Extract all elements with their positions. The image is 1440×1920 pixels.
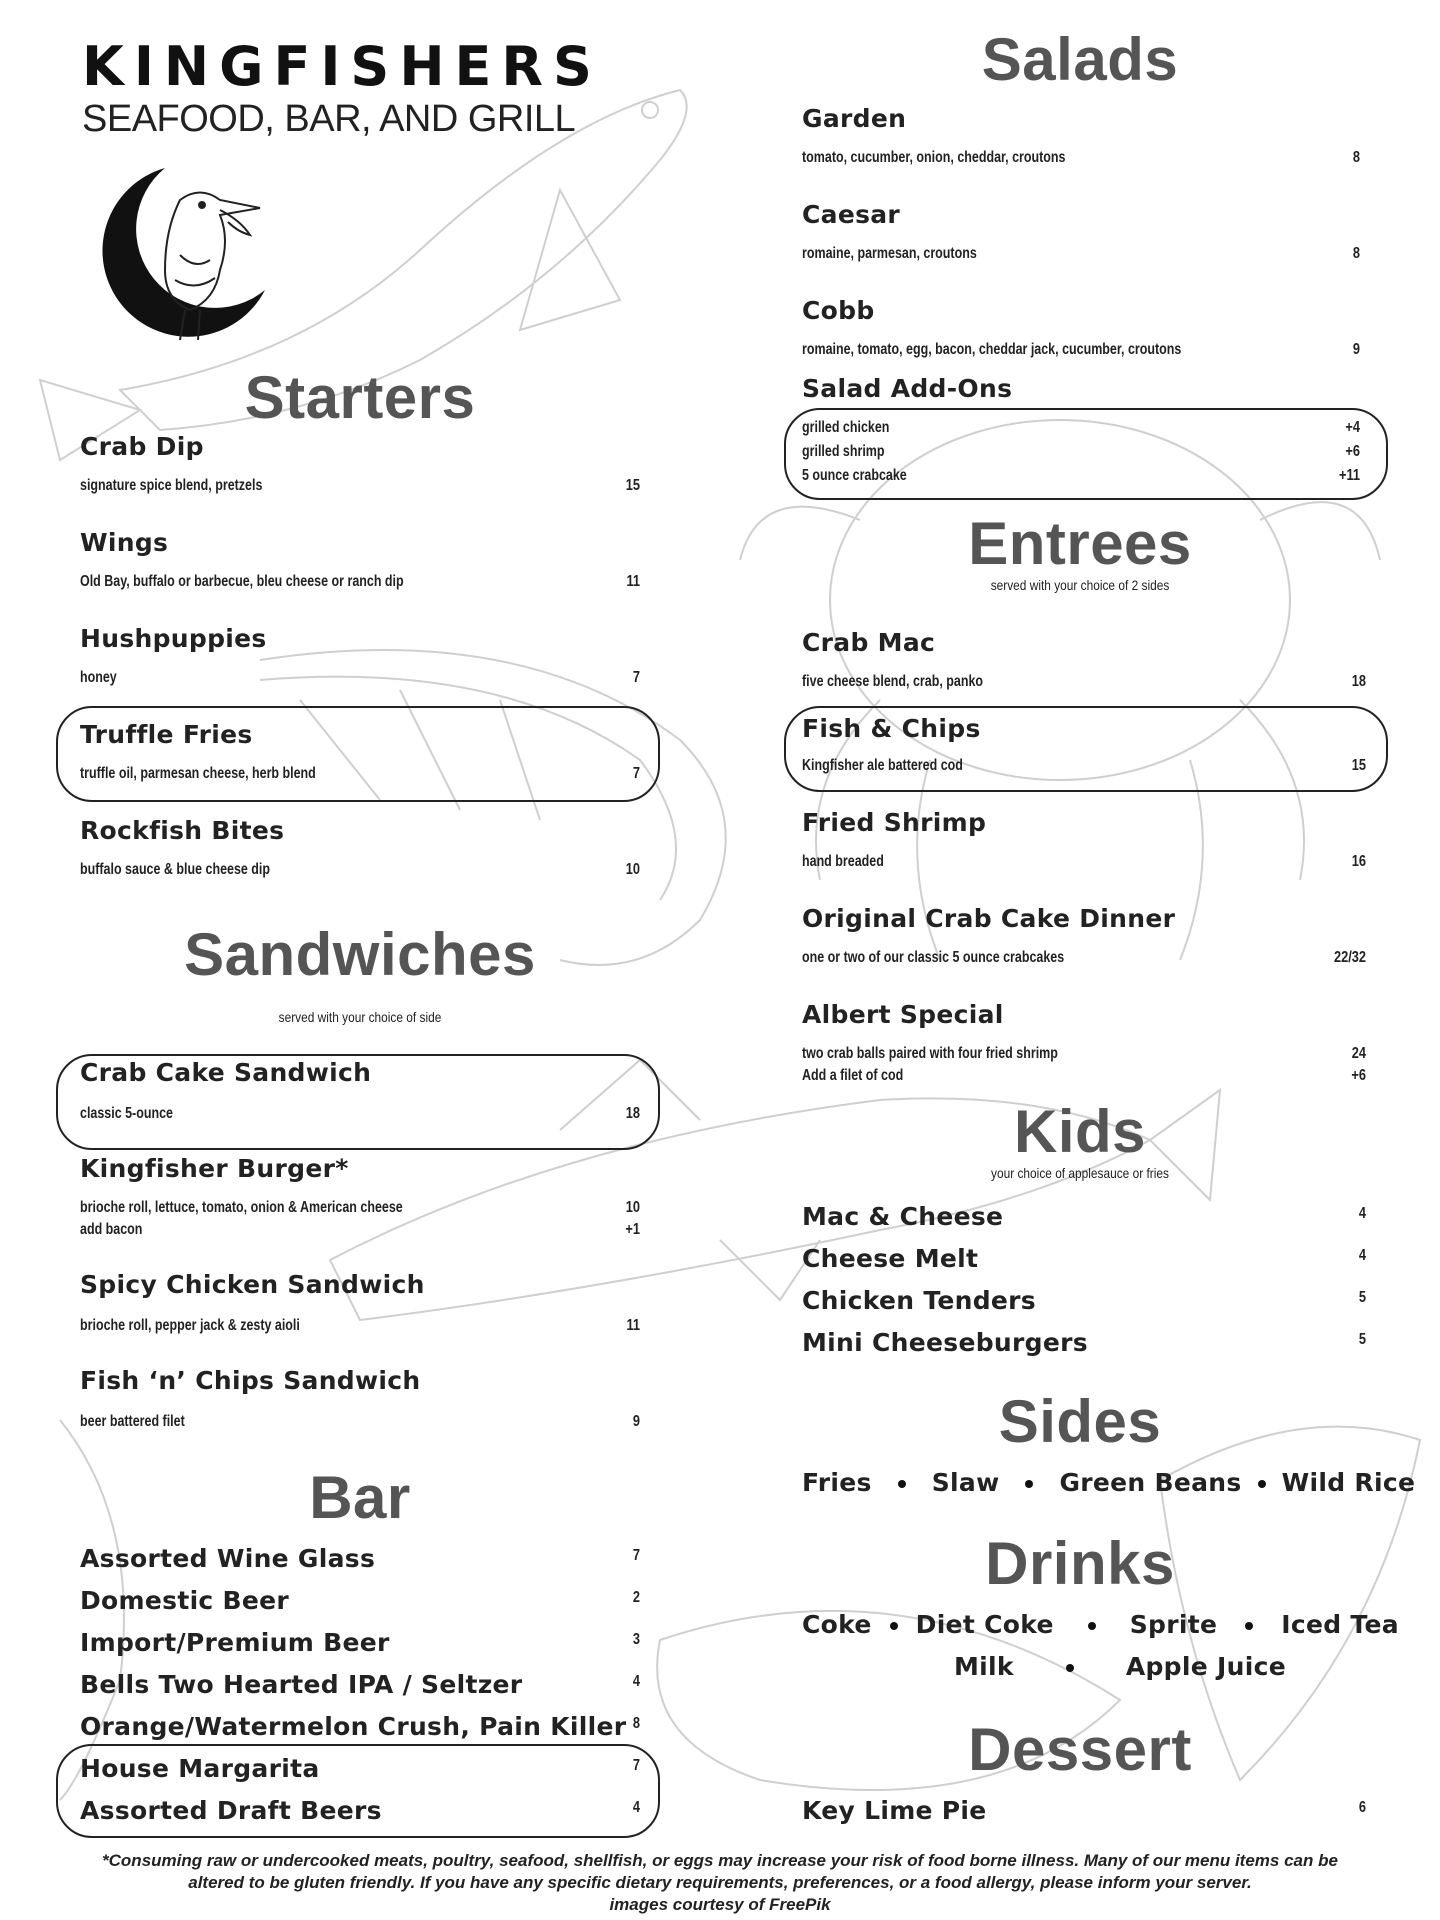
salad-item-name: Caesar (802, 200, 901, 229)
item-name: Spicy Chicken Sandwich (80, 1270, 425, 1299)
starters-title: Starters (244, 364, 476, 431)
sandwich-item (80, 1368, 420, 1393)
item-desc: buffalo sauce & blue cheese dip (80, 861, 271, 878)
item-name: Fish ‘n’ Chips Sandwich (80, 1366, 421, 1395)
footer-disclaimer-2: altered to be gluten friendly. If you have any specific dietary requirements, preferences, or a food allergy, please inform your server. (188, 1873, 1252, 1892)
shrimp-illustration (260, 650, 726, 965)
sandwich-item (80, 1156, 349, 1181)
kids-item-price: 5 (1358, 1331, 1366, 1348)
item-price: 7 (632, 669, 640, 686)
item-price: 7 (632, 765, 640, 782)
addon-name: 5 ounce crabcake (802, 467, 907, 484)
bar-item-price: 2 (632, 1589, 640, 1606)
entree-item-name: Fish & Chips (802, 714, 981, 743)
entrees-title: Entrees (968, 510, 1192, 577)
item-price: 18 (1351, 673, 1366, 690)
bar-item-price: 4 (632, 1799, 640, 1816)
side-item: Fries (802, 1468, 872, 1497)
item-name: Truffle Fries (80, 720, 253, 749)
salad-item-name: Cobb (802, 296, 875, 325)
addon-name: grilled shrimp (802, 443, 885, 460)
kids-item-name: Mini Cheeseburgers (802, 1328, 1088, 1357)
bar-item-name: Assorted Draft Beers (80, 1796, 382, 1825)
kids-item-price: 4 (1358, 1205, 1366, 1222)
sides-list (802, 1470, 1415, 1495)
bar-item-price: 3 (632, 1631, 640, 1648)
item-price: 15 (1351, 757, 1366, 774)
item-addon-price: +6 (1351, 1067, 1366, 1084)
item-desc: brioche roll, lettuce, tomato, onion & American cheese (80, 1199, 403, 1216)
bullet-icon (1245, 1622, 1253, 1630)
item-price: 24 (1351, 1045, 1366, 1062)
item-price: 11 (626, 1317, 640, 1334)
starter-item (80, 434, 204, 459)
item-name: Crab Dip (80, 432, 204, 461)
drink-item: Coke (802, 1610, 872, 1639)
entree-item-name: Original Crab Cake Dinner (802, 904, 1176, 933)
starter-item (80, 818, 284, 843)
drink-item: Diet Coke (915, 1610, 1054, 1639)
drink-item: Iced Tea (1281, 1610, 1399, 1639)
item-price: 15 (625, 477, 640, 494)
side-item: Green Beans (1059, 1468, 1242, 1497)
bullet-icon (1088, 1622, 1096, 1630)
starter-item (80, 530, 168, 555)
bar-item-price: 7 (632, 1547, 640, 1564)
item-price: 10 (625, 1199, 640, 1216)
addon-price: +4 (1345, 419, 1360, 436)
dessert-item-price: 6 (1358, 1799, 1366, 1816)
item-addon-desc: Add a filet of cod (802, 1067, 904, 1084)
kids-item-price: 4 (1358, 1247, 1366, 1264)
drink-item: Sprite (1129, 1610, 1218, 1639)
kids-item-name: Chicken Tenders (802, 1286, 1036, 1315)
entree-item-name: Crab Mac (802, 628, 936, 657)
sandwich-item (80, 1060, 371, 1085)
sandwiches-subtitle: served with your choice of side (278, 1009, 442, 1025)
item-desc: signature spice blend, pretzels (80, 477, 263, 494)
item-price: 22/32 (1333, 949, 1366, 966)
item-price: 9 (632, 1413, 640, 1430)
sandwiches-title: Sandwiches (184, 921, 536, 988)
item-price: 8 (1352, 245, 1360, 262)
dessert-item-name: Key Lime Pie (802, 1796, 987, 1825)
item-name: Crab Cake Sandwich (80, 1058, 372, 1087)
bullet-icon (1066, 1664, 1074, 1672)
bar-item-name: House Margarita (80, 1754, 320, 1783)
item-name: Rockfish Bites (80, 816, 285, 845)
item-desc: two crab balls paired with four fried shrimp (802, 1045, 1058, 1062)
bar-item-price: 4 (632, 1673, 640, 1690)
kids-subtitle: your choice of applesauce or fries (991, 1165, 1169, 1181)
item-name: Wings (80, 528, 169, 557)
item-desc: classic 5-ounce (80, 1105, 173, 1122)
item-desc: romaine, parmesan, croutons (802, 245, 977, 262)
item-name: Kingfisher Burger* (80, 1154, 349, 1183)
drinks-title: Drinks (985, 1530, 1175, 1597)
bullet-icon (1258, 1480, 1266, 1488)
drinks-row (802, 1612, 1399, 1637)
sandwich-item (80, 1272, 425, 1297)
entree-item-name: Albert Special (802, 1000, 1004, 1029)
item-price: 18 (625, 1105, 640, 1122)
salads-title: Salads (981, 26, 1179, 93)
kingfisher-logo-icon (70, 160, 280, 350)
bar-item-name: Import/Premium Beer (80, 1628, 390, 1657)
item-desc: tomato, cucumber, onion, cheddar, croutons (802, 149, 1066, 166)
footer-credit: images courtesy of FreePik (609, 1895, 831, 1914)
bar-item-name: Domestic Beer (80, 1586, 290, 1615)
item-desc: truffle oil, parmesan cheese, herb blend (80, 765, 316, 782)
side-item: Wild Rice (1281, 1468, 1416, 1497)
entree-item-name: Fried Shrimp (802, 808, 987, 837)
dessert-title: Dessert (968, 1716, 1192, 1783)
item-price: 16 (1351, 853, 1366, 870)
kids-item-name: Cheese Melt (802, 1244, 979, 1273)
item-name: Hushpuppies (80, 624, 267, 653)
bullet-icon (898, 1480, 906, 1488)
brand-name: KINGFISHERS (82, 35, 602, 98)
side-item: Slaw (931, 1468, 1000, 1497)
drinks-row (954, 1654, 1286, 1679)
bar-item-name: Assorted Wine Glass (80, 1544, 376, 1573)
bullet-icon (890, 1622, 898, 1630)
item-addon-price: +1 (625, 1221, 640, 1238)
starter-item (80, 722, 253, 747)
entrees-subtitle: served with your choice of 2 sides (990, 577, 1170, 593)
kids-item-price: 5 (1358, 1289, 1366, 1306)
item-desc: Kingfisher ale battered cod (802, 757, 963, 774)
addon-price: +6 (1345, 443, 1360, 460)
kids-item-name: Mac & Cheese (802, 1202, 1004, 1231)
bar-item-name: Orange/Watermelon Crush, Pain Killer (80, 1712, 627, 1741)
item-desc: five cheese blend, crab, panko (802, 673, 984, 690)
sides-title: Sides (998, 1388, 1162, 1455)
addon-price: +11 (1338, 467, 1360, 484)
item-desc: one or two of our classic 5 ounce crabcakes (802, 949, 1065, 966)
drink-item: Milk (954, 1652, 1014, 1681)
item-price: 11 (626, 573, 640, 590)
item-desc: romaine, tomato, egg, bacon, cheddar jack, cucumber, croutons (802, 341, 1182, 358)
bar-item-price: 8 (632, 1715, 640, 1732)
item-desc: Old Bay, buffalo or barbecue, bleu cheese or ranch dip (80, 573, 404, 590)
item-desc: beer battered filet (80, 1413, 185, 1430)
starter-item (80, 626, 267, 651)
bar-title: Bar (309, 1464, 411, 1531)
footer-disclaimer-1: *Consuming raw or undercooked meats, poultry, seafood, shellfish, or eggs may increase your risk of food borne illness. Many of our menu items can be (102, 1851, 1338, 1870)
item-desc: brioche roll, pepper jack & zesty aioli (80, 1317, 300, 1334)
item-desc: honey (80, 669, 117, 686)
item-price: 9 (1352, 341, 1360, 358)
addon-name: grilled chicken (802, 419, 890, 436)
crab-illustration (740, 420, 1380, 960)
bullet-icon (1025, 1480, 1033, 1488)
item-addon-desc: add bacon (80, 1221, 143, 1238)
item-price: 8 (1352, 149, 1360, 166)
item-price: 10 (625, 861, 640, 878)
salad-item-name: Garden (802, 104, 907, 133)
kids-title: Kids (1013, 1098, 1147, 1165)
item-desc: hand breaded (802, 853, 884, 870)
drink-item: Apple Juice (1125, 1652, 1286, 1681)
bar-item-name: Bells Two Hearted IPA / Seltzer (80, 1670, 523, 1699)
brand-tagline: SEAFOOD, BAR, AND GRILL (82, 98, 576, 140)
salad-addons-title: Salad Add-Ons (802, 374, 1013, 403)
bar-item-price: 7 (632, 1757, 640, 1774)
